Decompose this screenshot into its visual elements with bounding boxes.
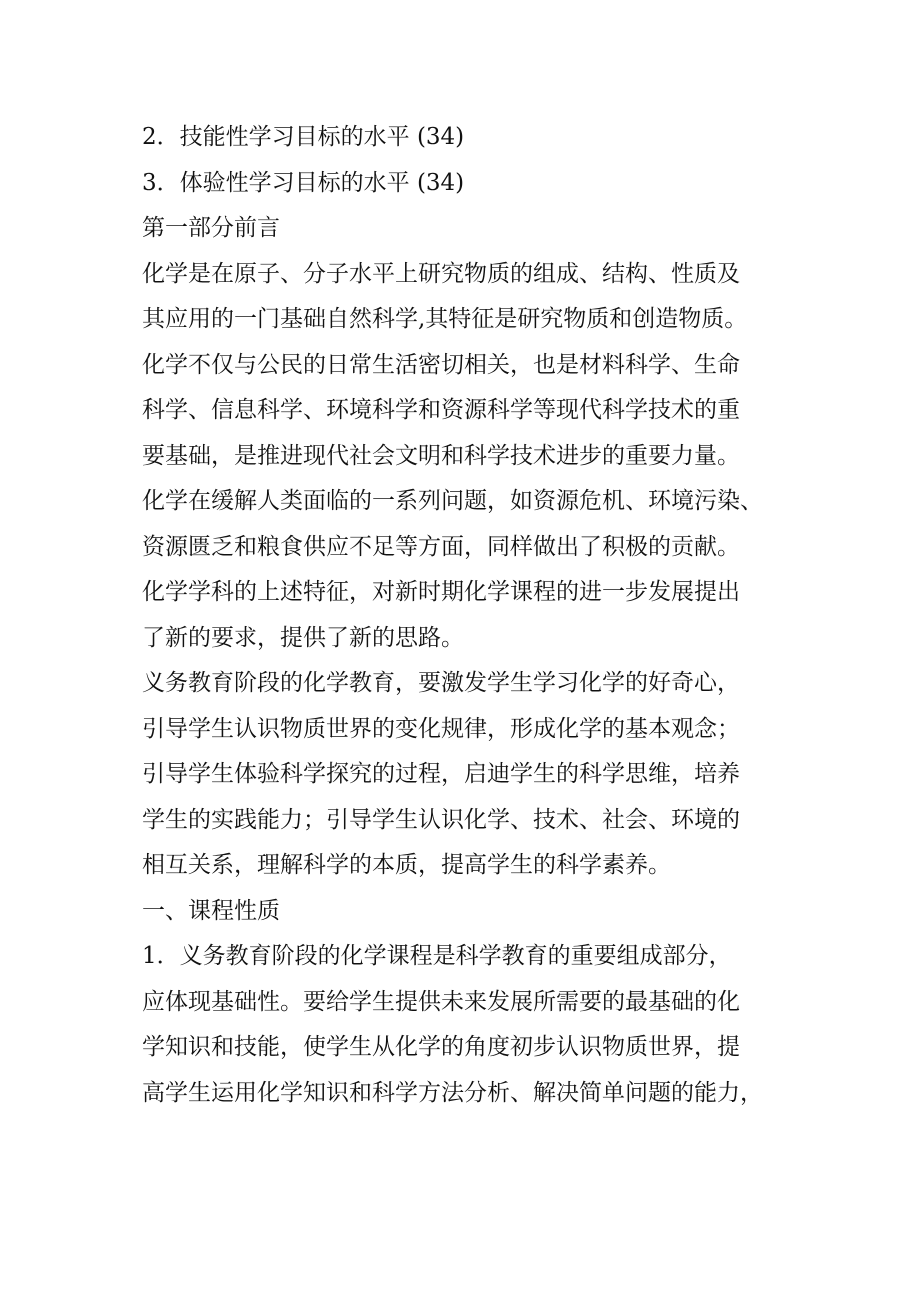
document-body	[142, 115, 802, 1116]
paragraph-line: 资源匮乏和粮食供应不足等方面，同样做出了积极的贡献。	[142, 533, 740, 560]
paragraph-line: 化学学科的上述特征，对新时期化学课程的进一步发展提出	[142, 579, 740, 605]
section-heading-course-nature: 一、课程性质	[142, 897, 280, 924]
toc-entry-skill-objectives: 2．技能性学习目标的水平 (34)	[142, 124, 465, 150]
paragraph-line: 化学是在原子、分子水平上研究物质的组成、结构、性质及	[142, 260, 740, 287]
paragraph-line: 学生的实践能力；引导学生认识化学、技术、社会、环境的	[142, 806, 740, 833]
paragraph-line: 化学在缓解人类面临的一系列问题，如资源危机、环境污染、	[142, 488, 763, 514]
paragraph-line: 引导学生体验科学探究的过程，启迪学生的科学思维，培养	[142, 761, 740, 787]
paragraph-line: 相互关系，理解科学的本质，提高学生的科学素养。	[142, 852, 671, 878]
paragraph-line: 应体现基础性。要给学生提供未来发展所需要的最基础的化	[142, 988, 740, 1015]
paragraph-line: 要基础，是推进现代社会文明和科学技术进步的重要力量。	[142, 442, 740, 469]
paragraph-line: 了新的要求，提供了新的思路。	[142, 624, 464, 651]
paragraph-line: 高学生运用化学知识和科学方法分析、解决简单问题的能力，	[142, 1079, 763, 1106]
paragraph-line: 科学、信息科学、环境科学和资源科学等现代科学技术的重	[142, 397, 740, 423]
paragraph-line: 1．义务教育阶段的化学课程是科学教育的重要组成部分，	[142, 943, 732, 969]
section-heading-preface: 第一部分前言	[142, 215, 280, 241]
paragraph-line: 引导学生认识物质世界的变化规律，形成化学的基本观念；	[142, 715, 740, 742]
paragraph-line: 化学不仅与公民的日常生活密切相关，也是材料科学、生命	[142, 351, 740, 378]
paragraph-line: 其应用的一门基础自然科学,其特征是研究物质和创造物质。	[142, 306, 748, 332]
toc-entry-experience-objectives: 3．体验性学习目标的水平 (34)	[142, 169, 465, 196]
paragraph-line: 义务教育阶段的化学教育，要激发学生学习化学的好奇心，	[142, 670, 740, 696]
paragraph-line: 学知识和技能，使学生从化学的角度初步认识物质世界，提	[142, 1034, 740, 1060]
